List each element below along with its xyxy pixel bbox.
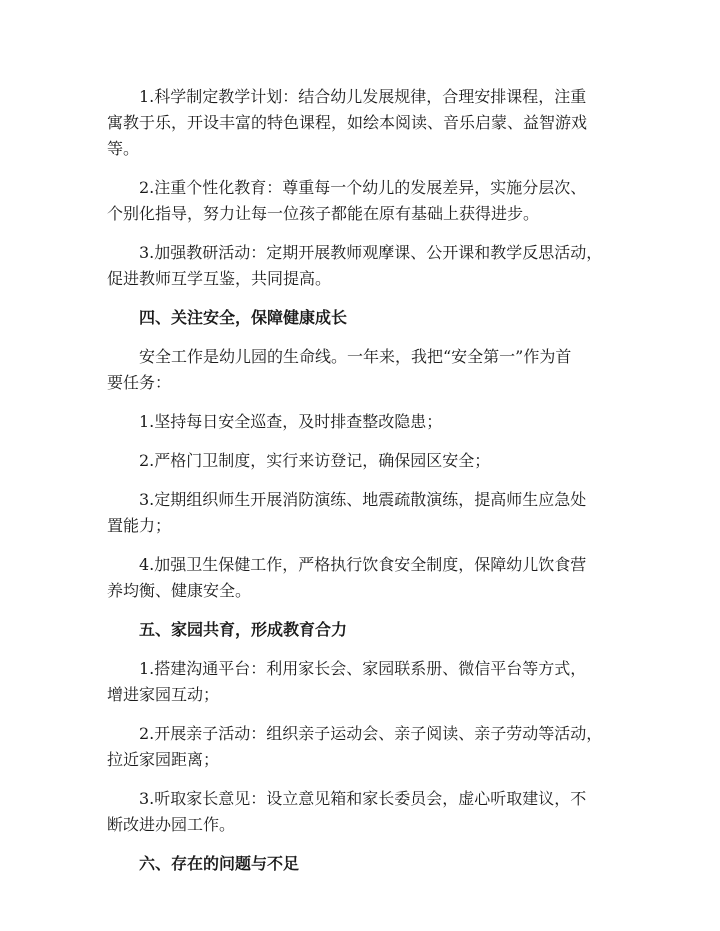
paragraph-line: 2.严格门卫制度，实行来访登记，确保园区安全；	[139, 451, 491, 470]
section-heading-5: 五、家园共育，形成教育合力	[139, 620, 348, 639]
paragraph-line: 安全工作是幼儿园的生命线。一年来，我把“安全第一”作为首	[139, 347, 572, 366]
paragraph-line: 要任务：	[107, 373, 172, 392]
paragraph-line: 增进家园互动；	[107, 685, 220, 704]
paragraph-line: 3.定期组织师生开展消防演练、地震疏散演练，提高师生应急处	[139, 490, 587, 509]
paragraph-line: 3.听取家长意见：设立意见箱和家长委员会，虚心听取建议，不	[139, 789, 587, 808]
paragraph-safety-3	[107, 487, 647, 539]
paragraph-line: 1.坚持每日安全巡查，及时排查整改隐患；	[139, 412, 443, 431]
paragraph-safety-1	[107, 409, 647, 435]
paragraph-line: 1.搭建沟通平台：利用家长会、家园联系册、微信平台等方式，	[139, 659, 587, 678]
paragraph-line: 1.科学制定教学计划：结合幼儿发展规律，合理安排课程，注重	[139, 87, 587, 106]
paragraph-home-2	[107, 721, 647, 773]
section-heading-6: 六、存在的问题与不足	[139, 854, 300, 873]
paragraph-line: 等。	[107, 139, 140, 158]
paragraph-home-1	[107, 656, 647, 708]
paragraph-line: 促进教师互学互鉴，共同提高。	[107, 269, 332, 288]
section-heading-4: 四、关注安全，保障健康成长	[139, 308, 348, 327]
document-page	[107, 84, 647, 877]
paragraph-line: 2.注重个性化教育：尊重每一个幼儿的发展差异，实施分层次、	[139, 178, 587, 197]
paragraph-safety-2	[107, 448, 647, 474]
paragraph-safety-intro	[107, 344, 647, 396]
paragraph-line: 3.加强教研活动：定期开展教师观摩课、公开课和教学反思活动，	[139, 243, 603, 262]
paragraph-3	[107, 240, 647, 292]
paragraph-line: 个别化指导，努力让每一位孩子都能在原有基础上获得进步。	[107, 204, 540, 223]
paragraph-safety-4	[107, 552, 647, 604]
paragraph-line: 置能力；	[107, 516, 172, 535]
paragraph-line: 养均衡、健康安全。	[107, 581, 252, 600]
paragraph-line: 拉近家园距离；	[107, 750, 220, 769]
paragraph-line: 寓教于乐，开设丰富的特色课程，如绘本阅读、音乐启蒙、益智游戏	[107, 113, 588, 132]
paragraph-line: 断改进办园工作。	[107, 815, 236, 834]
paragraph-1	[107, 84, 647, 162]
paragraph-home-3	[107, 786, 647, 838]
paragraph-2	[107, 175, 647, 227]
paragraph-line: 2.开展亲子活动：组织亲子运动会、亲子阅读、亲子劳动等活动，	[139, 724, 603, 743]
paragraph-line: 4.加强卫生保健工作，严格执行饮食安全制度，保障幼儿饮食营	[139, 555, 587, 574]
